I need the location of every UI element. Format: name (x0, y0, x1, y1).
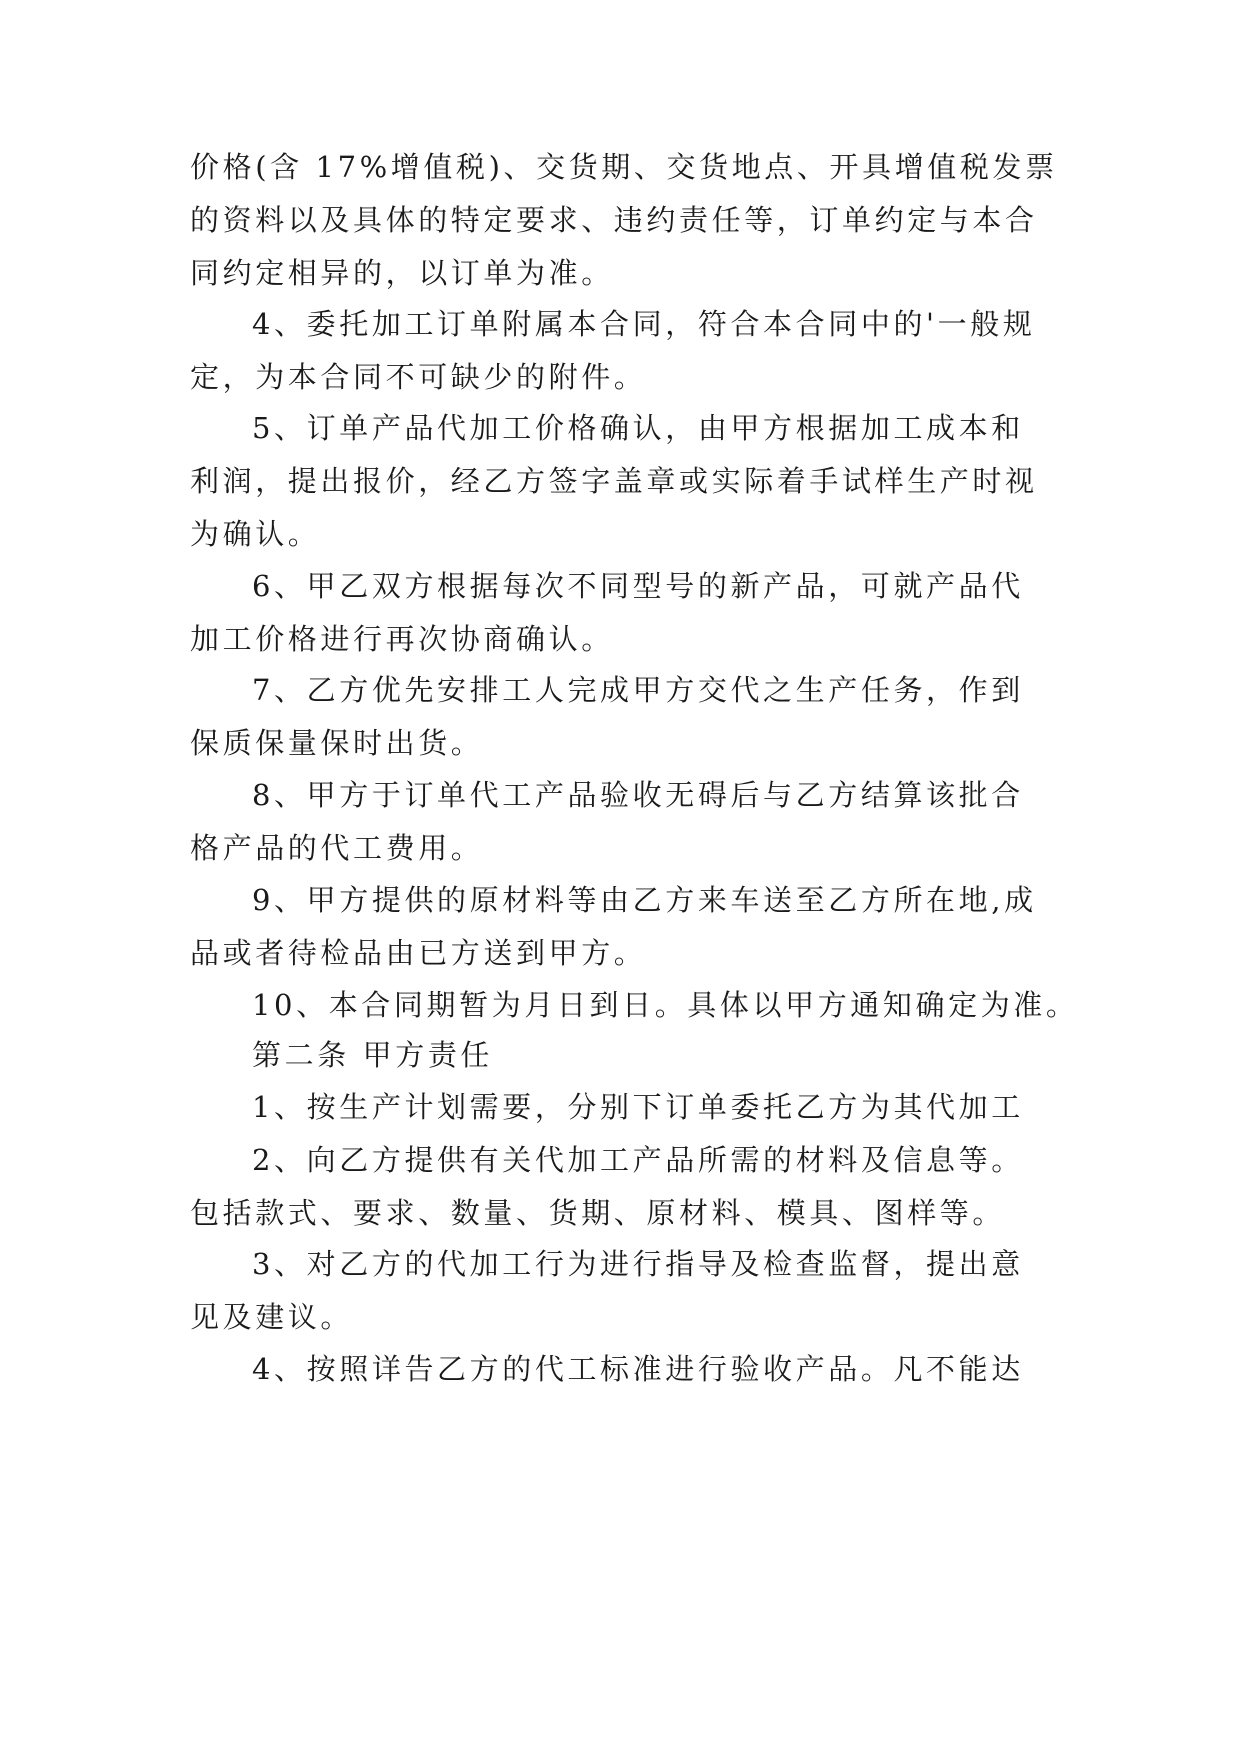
clause-6-line: 6、甲乙双方根据每次不同型号的新产品，可就产品代 (252, 569, 1024, 603)
section-heading: 第二条 甲方责任 (252, 1038, 494, 1072)
body-line: 格产品的代工费用。 (190, 831, 484, 865)
duty-1-line: 1、按生产计划需要，分别下订单委托乙方为其代加工 (252, 1090, 1024, 1124)
clause-9-line: 9、甲方提供的原材料等由乙方来车送至乙方所在地,成 (252, 883, 1037, 917)
clause-8-line: 8、甲方于订单代工产品验收无碍后与乙方结算该批合 (252, 778, 1024, 812)
body-line: 的资料以及具体的特定要求、违约责任等，订单约定与本合 (190, 203, 1038, 237)
body-line: 见及建议。 (190, 1300, 354, 1334)
body-line: 包括款式、要求、数量、货期、原材料、模具、图样等。 (190, 1196, 1006, 1230)
clause-4-line: 4、委托加工订单附属本合同，符合本合同中的'一般规 (252, 307, 1036, 341)
duty-4-line: 4、按照详告乙方的代工标准进行验收产品。凡不能达 (252, 1352, 1024, 1386)
body-line: 为确认。 (190, 517, 321, 551)
body-line: 保质保量保时出货。 (190, 726, 484, 760)
body-line: 同约定相异的，以订单为准。 (190, 256, 614, 290)
body-line: 品或者待检品由已方送到甲方。 (190, 936, 647, 970)
body-line: 利润，提出报价，经乙方签字盖章或实际着手试样生产时视 (190, 464, 1038, 498)
clause-5-line: 5、订单产品代加工价格确认，由甲方根据加工成本和 (252, 411, 1024, 445)
body-line: 加工价格进行再次协商确认。 (190, 622, 614, 656)
clause-7-line: 7、乙方优先安排工人完成甲方交代之生产任务，作到 (252, 673, 1024, 707)
duty-2-line: 2、向乙方提供有关代加工产品所需的材料及信息等。 (252, 1143, 1024, 1177)
clause-10-line: 10、本合同期暂为月日到日。具体以甲方通知确定为准。 (252, 988, 1079, 1022)
body-line: 价格(含 17%增值税)、交货期、交货地点、开具增值税发票 (190, 150, 1058, 184)
body-line: 定，为本合同不可缺少的附件。 (190, 360, 647, 394)
duty-3-line: 3、对乙方的代加工行为进行指导及检查监督，提出意 (252, 1247, 1024, 1281)
